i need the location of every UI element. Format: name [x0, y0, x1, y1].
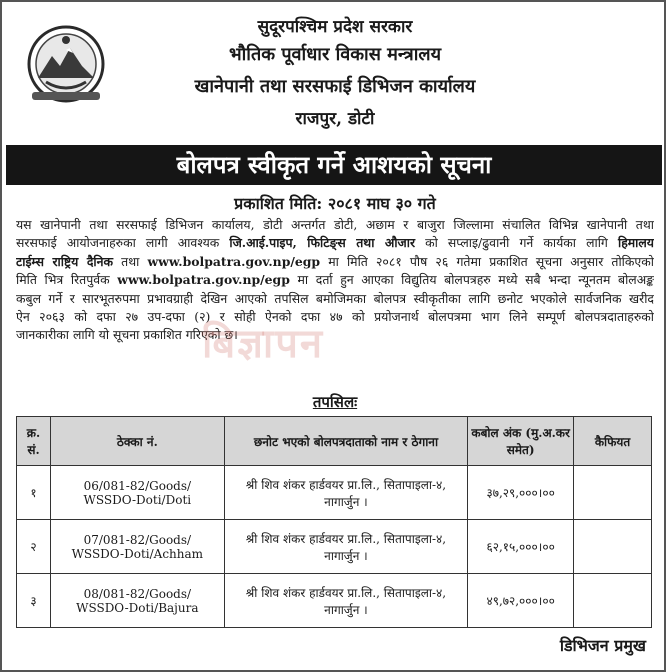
row-sn: १	[17, 466, 51, 520]
table-header-row	[17, 417, 652, 466]
office-address: राजपुर, डोटी	[295, 109, 375, 129]
item-description: जि.आई.पाइप, फिटिङ्स तथा औजार	[229, 235, 416, 251]
notice-body	[16, 216, 654, 345]
row-amount: ६२,१५,०००।००	[468, 520, 574, 574]
row-amount: ३७,२९,०००।००	[468, 466, 574, 520]
row-contract: 08/081-82/Goods/ WSSDO-Doti/Bajura	[50, 574, 224, 628]
table-row	[17, 520, 652, 574]
body-line: सरसफाई आयोजनाहरुका लागी आवश्यक जि.आई.पाइप, फिटिङ्स तथा औजार को सप्लाइ/ढुवानी गर्ने कार्यका लागि हिमालय	[16, 235, 654, 251]
body-line: कबुल गर्ने र सारभूतरुपमा प्रभावग्राही देखिन आएको तपसिल बमोजिमका बोलपत्र स्वीकृतीका लागि छनोट भएकोले सार्वजनिक खरीद	[16, 290, 654, 306]
newspaper-name: टाईम्स राष्ट्रिय दैनिक	[16, 253, 114, 269]
col-header-contract: ठेक्का नं.	[50, 417, 224, 466]
body-line: यस खानेपानी तथा सरसफाई डिभिजन कार्यालय, डोटी अन्तर्गत डोटी, अछाम र बाजुरा जिल्लामा संचालित विभिन्न खानेपानी तथा	[16, 217, 654, 232]
row-contract: 07/081-82/Goods/ WSSDO-Doti/Achham	[50, 520, 224, 574]
row-remarks	[574, 466, 652, 520]
office-title: खानेपानी तथा सरसफाई डिभिजन कार्यालय	[194, 76, 476, 97]
province-government-title: सुदूरपश्चिम प्रदेश सरकार	[257, 17, 413, 37]
row-sn: २	[17, 520, 51, 574]
body-line: ऐन २०६३ को दफा २७ उप-दफा (२) र सोही ऐनको दफा ४७ को प्रयोजनार्थ बोलपत्रमा भाग लिने सम्पूर्ण बोलपत्रदाताहरुको	[16, 308, 654, 324]
table-row	[17, 466, 652, 520]
award-table	[16, 416, 652, 628]
row-amount: ४९,७२,०००।००	[468, 574, 574, 628]
notice-title-banner: बोलपत्र स्वीकृत गर्ने आशयको सूचना	[6, 145, 662, 185]
col-header-bidder: छनोट भएको बोलपत्रदाताको नाम र ठेगाना	[224, 417, 468, 466]
egp-website-link[interactable]: www.bolpatra.gov.np/egp	[117, 272, 290, 288]
row-bidder: श्री शिव शंकर हार्डवयर प्रा.लि., सितापाइला-४, नागार्जुन ।	[224, 466, 468, 520]
body-line: मिति भित्र रितपुर्वक www.bolpatra.gov.np/egp मा दर्ता हुन आएका विद्युतिय बोलपत्रहरु मध्ये सबै भन्दा न्यूनतम बोलअङ्क	[16, 272, 654, 288]
newspaper-name: हिमालय	[617, 235, 654, 251]
details-heading: तपसिलः	[312, 393, 358, 411]
body-line: टाईम्स राष्ट्रिय दैनिक तथा www.bolpatra.gov.np/egp मा मिति २०८१ पौष २६ गतेमा प्रकाशित सूचना अनुसार तोकिएको	[16, 253, 654, 269]
col-header-amount: कबोल अंक (मु.अ.कर समेत)	[468, 417, 574, 466]
col-header-remarks: कैफियत	[574, 417, 652, 466]
col-header-sn: क्र. सं.	[17, 417, 51, 466]
ministry-title: भौतिक पूर्वाधार विकास मन्त्रालय	[228, 44, 442, 65]
row-remarks	[574, 574, 652, 628]
row-bidder: श्री शिव शंकर हार्डवयर प्रा.लि., सितापाइला-४, नागार्जुन ।	[224, 520, 468, 574]
body-line: जानकारीका लागि यो सूचना प्रकाशित गरिएको छ।	[16, 327, 238, 343]
egp-website-link[interactable]: www.bolpatra.gov.np/egp	[147, 253, 321, 269]
watermark: बिज्ञापन	[202, 321, 325, 367]
row-remarks	[574, 520, 652, 574]
row-contract: 06/081-82/Goods/ WSSDO-Doti/Doti	[50, 466, 224, 520]
row-bidder: श्री शिव शंकर हार्डवयर प्रा.लि., सितापाइला-४, नागार्जुन ।	[224, 574, 468, 628]
published-date: प्रकाशित मिति: २०८१ माघ ३० गते	[234, 194, 436, 213]
row-sn: ३	[17, 574, 51, 628]
signatory-title: डिभिजन प्रमुख	[559, 636, 646, 655]
table-row	[17, 574, 652, 628]
